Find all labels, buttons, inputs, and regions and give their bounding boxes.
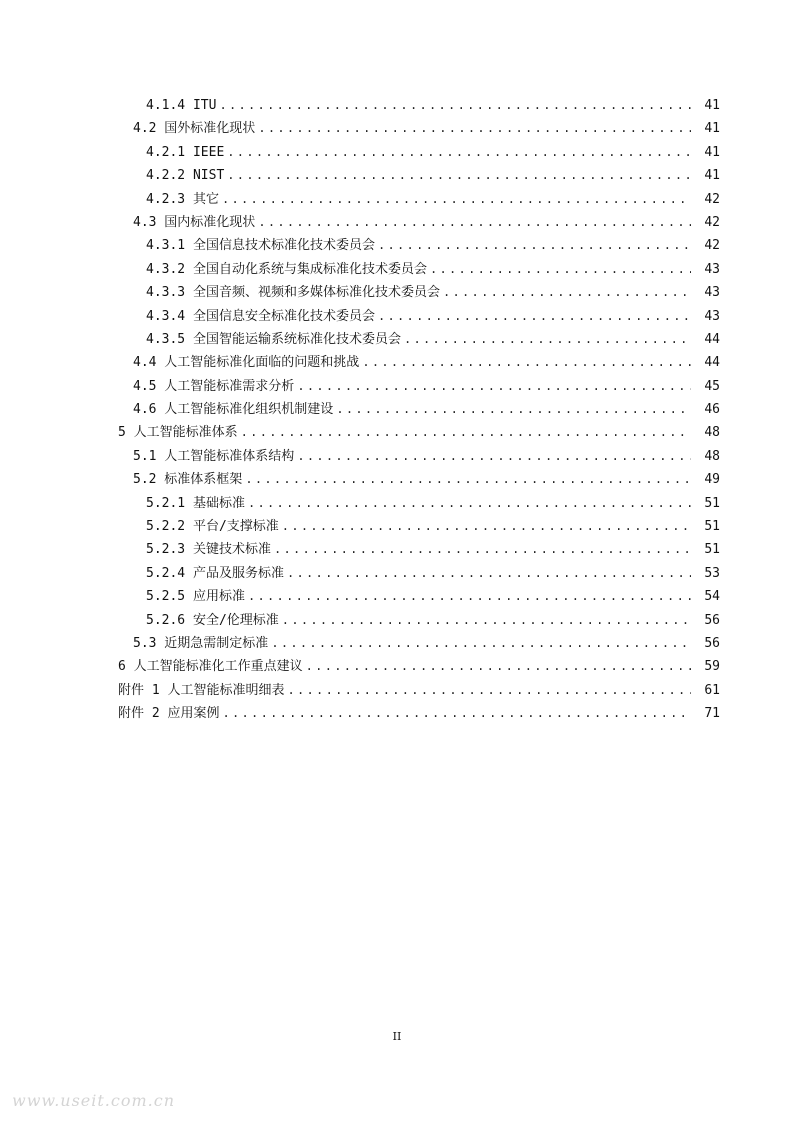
toc-entry[interactable]: [0, 141, 794, 164]
toc-entry-page: 45: [691, 375, 720, 398]
toc-leader-dots: [227, 141, 720, 164]
toc-entry-page: 43: [691, 281, 720, 304]
toc-leader-dots: [430, 258, 720, 281]
toc-leader-dots: [404, 328, 720, 351]
toc-leader-dots: [287, 562, 720, 585]
toc-entry-title: 4.5 人工智能标准需求分析: [133, 378, 295, 394]
toc-entry-page: 51: [691, 538, 720, 561]
toc-leader-dots: [336, 398, 720, 421]
watermark: www.useit.com.cn: [12, 1091, 176, 1110]
toc-leader-dots: [378, 305, 720, 328]
toc-entry-page: 41: [691, 117, 720, 140]
toc-entry-page: 44: [691, 351, 720, 374]
toc-entry-page: 51: [691, 492, 720, 515]
toc-leader-dots: [258, 211, 720, 234]
toc-entry[interactable]: [0, 492, 794, 515]
toc-entry[interactable]: [0, 562, 794, 585]
toc-entry-title: 4.4 人工智能标准化面临的问题和挑战: [133, 355, 360, 371]
toc-entry[interactable]: [0, 398, 794, 421]
toc-entry[interactable]: [0, 632, 794, 655]
toc-entry[interactable]: [0, 445, 794, 468]
toc-entry-page: 54: [691, 585, 720, 608]
toc-leader-dots: [245, 468, 720, 491]
toc-entry[interactable]: [0, 515, 794, 538]
toc-leader-dots: [258, 117, 720, 140]
toc-entry-page: 41: [691, 164, 720, 187]
toc-entry-title: 4.1.4 ITU: [146, 98, 217, 113]
toc-entry[interactable]: [0, 609, 794, 632]
toc-entry[interactable]: [0, 655, 794, 678]
toc-entry-page: 71: [691, 702, 720, 725]
toc-entry[interactable]: [0, 538, 794, 561]
toc-entry-title: 4.2.2 NIST: [146, 168, 225, 184]
toc-entry-page: 44: [691, 328, 720, 351]
toc-entry-page: 43: [691, 258, 720, 281]
toc-entry-title: 5.2.2 平台/支撑标准: [146, 519, 279, 535]
toc-entry[interactable]: [0, 351, 794, 374]
toc-entry[interactable]: [0, 328, 794, 351]
toc-leader-dots: [282, 609, 720, 632]
toc-leader-dots: [274, 538, 720, 561]
toc-entry-title: 5.3 近期急需制定标准: [133, 635, 269, 651]
toc-entry-page: 48: [691, 421, 720, 444]
toc-leader-dots: [227, 164, 720, 187]
toc-entry-page: 46: [691, 398, 720, 421]
toc-entry-title: 4.3 国内标准化现状: [133, 214, 256, 230]
toc-leader-dots: [241, 421, 720, 444]
toc-entry-page: 42: [691, 188, 720, 211]
toc-entry-page: 49: [691, 468, 720, 491]
toc-entry-title: 5.2.5 应用标准: [146, 589, 245, 605]
toc-entry-page: 56: [691, 632, 720, 655]
toc-entry[interactable]: [0, 211, 794, 234]
toc-entry-title: 4.6 人工智能标准化组织机制建设: [133, 402, 334, 418]
toc-entry-title: 4.3.2 全国自动化系统与集成标准化技术委员会: [146, 261, 427, 277]
toc-leader-dots: [282, 515, 720, 538]
toc-entry-page: 51: [691, 515, 720, 538]
toc-entry-title: 附件 1 人工智能标准明细表: [118, 682, 285, 698]
toc-leader-dots: [378, 234, 720, 257]
toc-entry[interactable]: [0, 188, 794, 211]
toc-entry[interactable]: [0, 234, 794, 257]
page-number: II: [392, 1030, 402, 1043]
toc-entry-page: 43: [691, 305, 720, 328]
toc-entry-title: 4.3.4 全国信息安全标准化技术委员会: [146, 308, 375, 324]
toc-entry-title: 4.2 国外标准化现状: [133, 121, 256, 137]
toc-entry-title: 5.2 标准体系框架: [133, 472, 243, 488]
toc-leader-dots: [222, 188, 720, 211]
toc-leader-dots: [271, 632, 720, 655]
toc-entry-title: 5.2.6 安全/伦理标准: [146, 612, 279, 628]
toc-entry-title: 6 人工智能标准化工作重点建议: [118, 659, 303, 675]
toc-entry-title: 4.3.3 全国音频、视频和多媒体标准化技术委员会: [146, 285, 440, 301]
toc-leader-dots: [219, 94, 720, 117]
toc-entry-page: 41: [691, 94, 720, 117]
toc-entry[interactable]: [0, 421, 794, 444]
toc-entry-title: 5 人工智能标准体系: [118, 425, 238, 441]
toc-entry-page: 48: [691, 445, 720, 468]
toc-leader-dots: [306, 655, 720, 678]
toc-entry-title: 5.2.4 产品及服务标准: [146, 565, 284, 581]
toc-entry-title: 4.3.1 全国信息技术标准化技术委员会: [146, 238, 375, 254]
toc-leader-dots: [248, 492, 720, 515]
toc-entry-title: 附件 2 应用案例: [118, 706, 220, 722]
toc-entry-page: 42: [691, 211, 720, 234]
toc-entry[interactable]: [0, 94, 794, 117]
toc-entry[interactable]: [0, 468, 794, 491]
toc-entry-page: 59: [691, 655, 720, 678]
toc-entry-title: 5.2.3 关键技术标准: [146, 542, 271, 558]
toc-leader-dots: [297, 445, 720, 468]
toc-entry[interactable]: [0, 164, 794, 187]
toc-entry-title: 5.2.1 基础标准: [146, 495, 245, 511]
toc-entry[interactable]: [0, 585, 794, 608]
toc-entry[interactable]: [0, 305, 794, 328]
toc-entry-title: 5.1 人工智能标准体系结构: [133, 448, 295, 464]
toc-leader-dots: [362, 351, 720, 374]
toc-entry[interactable]: [0, 281, 794, 304]
toc-entry-page: 41: [691, 141, 720, 164]
toc-entry-page: 53: [691, 562, 720, 585]
toc-entry[interactable]: [0, 679, 794, 702]
toc-entry[interactable]: [0, 702, 794, 725]
toc-entry-page: 61: [691, 679, 720, 702]
toc-entry-title: 4.2.3 其它: [146, 191, 219, 207]
toc-leader-dots: [443, 281, 720, 304]
toc-entry[interactable]: [0, 375, 794, 398]
toc-entry[interactable]: [0, 258, 794, 281]
toc-leader-dots: [248, 585, 720, 608]
toc-leader-dots: [287, 679, 720, 702]
toc-entry-page: 56: [691, 609, 720, 632]
toc-leader-dots: [297, 375, 720, 398]
table-of-contents: [0, 94, 794, 726]
toc-entry-page: 42: [691, 234, 720, 257]
toc-entry-title: 4.3.5 全国智能运输系统标准化技术委员会: [146, 331, 401, 347]
toc-entry[interactable]: [0, 117, 794, 140]
toc-leader-dots: [222, 702, 720, 725]
toc-entry-title: 4.2.1 IEEE: [146, 144, 225, 160]
